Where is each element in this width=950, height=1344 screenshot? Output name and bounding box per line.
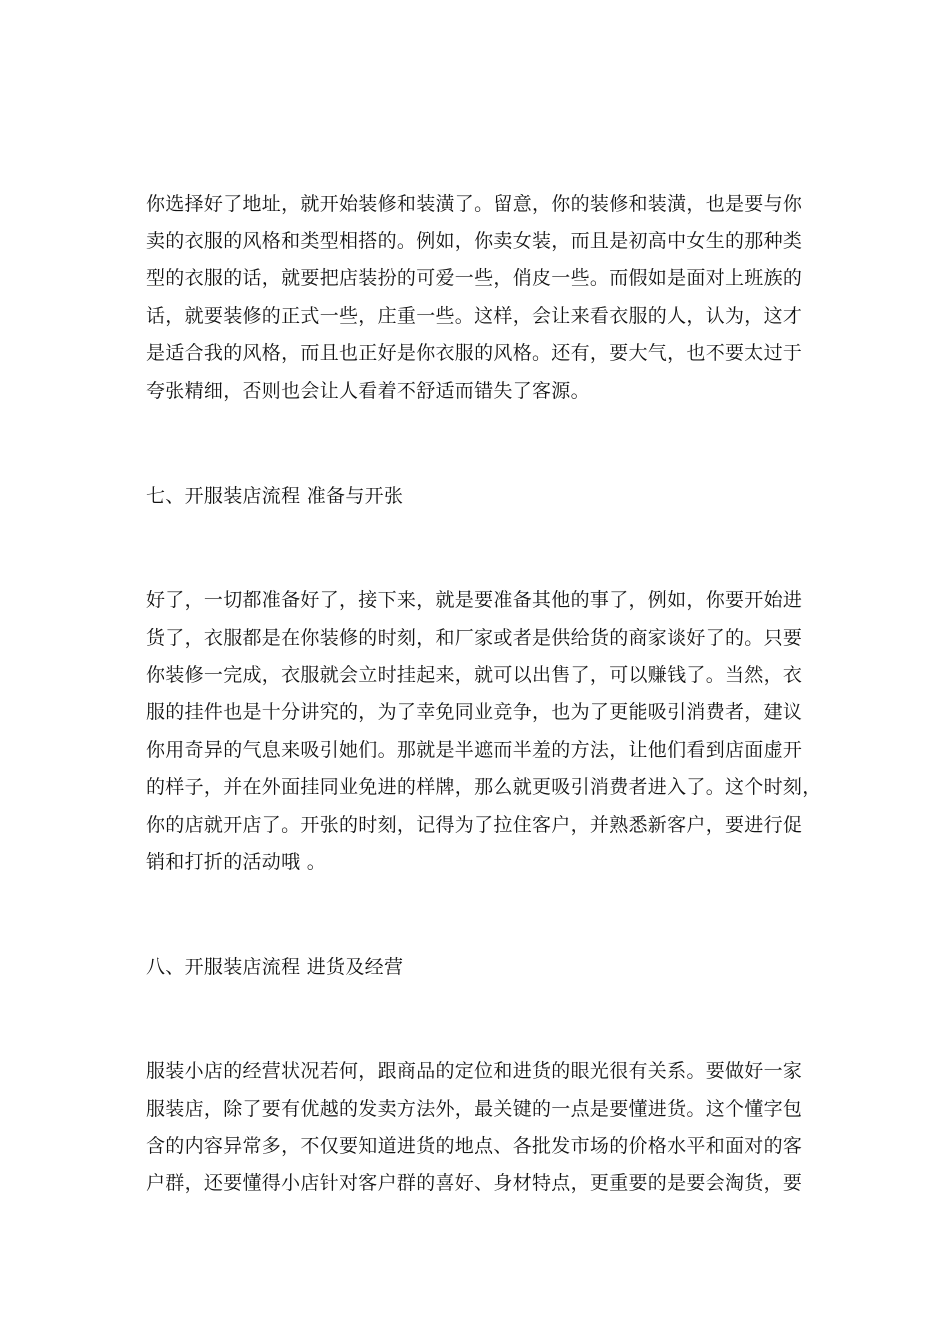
paragraph-1-line: 话，就要装修的正式一些，庄重一些。这样，会让来看衣服的人，认为，这才 — [146, 305, 803, 327]
paragraph-2-line: 货了，衣服都是在你装修的时刻，和厂家或者是供给货的商家谈好了的。只要 — [146, 627, 803, 649]
paragraph-2-line: 销和打折的活动哦 。 — [146, 851, 327, 873]
paragraph-2-line: 你装修一完成，衣服就会立时挂起来，就可以出售了，可以赚钱了。当然，衣 — [146, 664, 803, 686]
paragraph-1-line: 卖的衣服的风格和类型相搭的。例如，你卖女装，而且是初高中女生的那种类 — [146, 230, 803, 252]
paragraph-2-line: 你的店就开店了。开张的时刻，记得为了拉住客户，并熟悉新客户，要进行促 — [146, 814, 803, 836]
paragraph-1-line: 你选择好了地址，就开始装修和装潢了。留意，你的装修和装潢，也是要与你 — [146, 193, 803, 215]
paragraph-1-line: 型的衣服的话，就要把店装扮的可爱一些，俏皮一些。而假如是面对上班族的 — [146, 267, 803, 289]
paragraph-1-line: 夸张精细，否则也会让人看着不舒适而错失了客源。 — [146, 380, 590, 402]
paragraph-3-line: 服装店，除了要有优越的发卖方法外，最关键的一点是要懂进货。这个懂字包 — [146, 1098, 803, 1120]
section-heading-8: 八、开服装店流程 进货及经营 — [146, 956, 404, 978]
paragraph-2-line: 好了，一切都准备好了，接下来，就是要准备其他的事了，例如，你要开始进 — [146, 589, 803, 611]
paragraph-2-line: 的样子，并在外面挂同业免进的样牌，那么就更吸引消费者进入了。这个时刻， — [146, 776, 822, 798]
paragraph-3-line: 服装小店的经营状况若何，跟商品的定位和进货的眼光很有关系。要做好一家 — [146, 1060, 803, 1082]
paragraph-2-line: 服的挂件也是十分讲究的，为了幸免同业竞争，也为了更能吸引消费者，建议 — [146, 701, 803, 723]
paragraph-3-line: 含的内容异常多，不仅要知道进货的地点、各批发市场的价格水平和面对的客 — [146, 1135, 803, 1157]
paragraph-1-line: 是适合我的风格，而且也正好是你衣服的风格。还有，要大气，也不要太过于 — [146, 342, 803, 364]
paragraph-3-line: 户群，还要懂得小店针对客户群的喜好、身材特点，更重要的是要会淘货，要 — [146, 1172, 803, 1194]
section-heading-7: 七、开服装店流程 准备与开张 — [146, 485, 404, 507]
paragraph-2-line: 你用奇异的气息来吸引她们。那就是半遮而半羞的方法，让他们看到店面虚开 — [146, 739, 803, 761]
